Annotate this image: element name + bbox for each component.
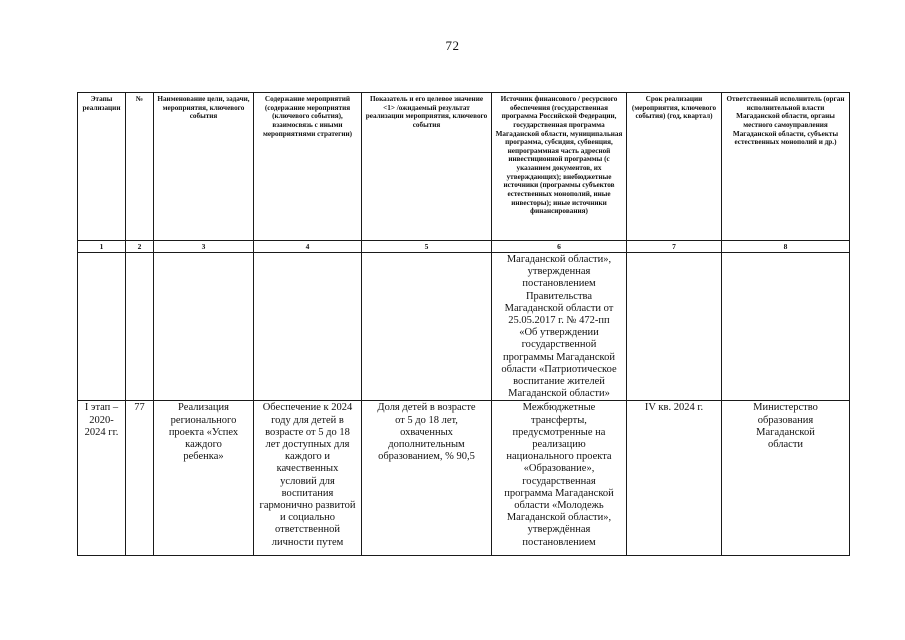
column-number: 8 (722, 241, 850, 253)
cell-name: Реализация регионального проекта «Успех каждого ребенка» (154, 401, 254, 556)
header-source: Источник финансового / ресурсного обеспечения (государственная программа Российской Федерации, государственная программа Магаданской области, муниципальная программа, субсидия, субвенция, непрограммная часть адресной инвестиционной программы (с указанием документов, их утверждающих); внебюджетные источники (программы субъектов естественных монополий, иные инвесторы); иные источники финансирования) (492, 93, 627, 241)
implementation-plan-table (77, 92, 850, 556)
column-number: 5 (362, 241, 492, 253)
cell-content (254, 253, 362, 401)
column-number: 3 (154, 241, 254, 253)
header-executor: Ответственный исполнитель (орган исполнительной власти Магаданской области, органы местного самоуправления Магаданской области, субъекты естественных монополий и др.) (722, 93, 850, 241)
cell-number (126, 253, 154, 401)
cell-stage (78, 253, 126, 401)
cell-term (627, 253, 722, 401)
cell-indicator (362, 253, 492, 401)
column-number-row (78, 241, 850, 253)
column-number: 4 (254, 241, 362, 253)
column-number: 6 (492, 241, 627, 253)
cell-term: IV кв. 2024 г. (627, 401, 722, 556)
cell-indicator: Доля детей в возрасте от 5 до 18 лет, охваченных дополнительным образованием, % 90,5 (362, 401, 492, 556)
header-term: Срок реализации (мероприятия, ключевого события) (год, квартал) (627, 93, 722, 241)
header-number: № (126, 93, 154, 241)
column-number: 2 (126, 241, 154, 253)
table-header-row (78, 93, 850, 241)
cell-content: Обеспечение к 2024 году для детей в возрасте от 5 до 18 лет доступных для каждого и качественных условий для воспитания гармонично развитой и социально ответственной личности путем (254, 401, 362, 556)
column-number: 1 (78, 241, 126, 253)
cell-executor: Министерство образования Магаданской области (722, 401, 850, 556)
header-name: Наименование цели, задачи, мероприятия, ключевого события (154, 93, 254, 241)
page-number: 72 (445, 38, 460, 53)
cell-number: 77 (126, 401, 154, 556)
cell-source: Межбюджетные трансферты, предусмотренные на реализацию национального проекта «Образование», государственная программа Магаданской области «Молодежь Магаданской области», утверждённая постановлением (492, 401, 627, 556)
header-indicator: Показатель и его целевое значение <1> /ожидаемый результат реализации мероприятия, ключевого события (362, 93, 492, 241)
table-row-continuation (78, 253, 850, 401)
cell-name (154, 253, 254, 401)
header-content: Содержание мероприятий (содержание мероприятия (ключевого события), взаимосвязь с иными мероприятиями стратегии) (254, 93, 362, 241)
cell-stage: I этап – 2020- 2024 гг. (78, 401, 126, 556)
cell-executor (722, 253, 850, 401)
column-number: 7 (627, 241, 722, 253)
header-stages: Этапы реализации (78, 93, 126, 241)
table-row-77 (78, 401, 850, 556)
cell-source: Магаданской области», утвержденная постановлением Правительства Магаданской области от 25.05.2017 г. № 472-пп «Об утверждении государственной программы Магаданской области «Патриотическое воспитание жителей Магаданской области» (492, 253, 627, 401)
